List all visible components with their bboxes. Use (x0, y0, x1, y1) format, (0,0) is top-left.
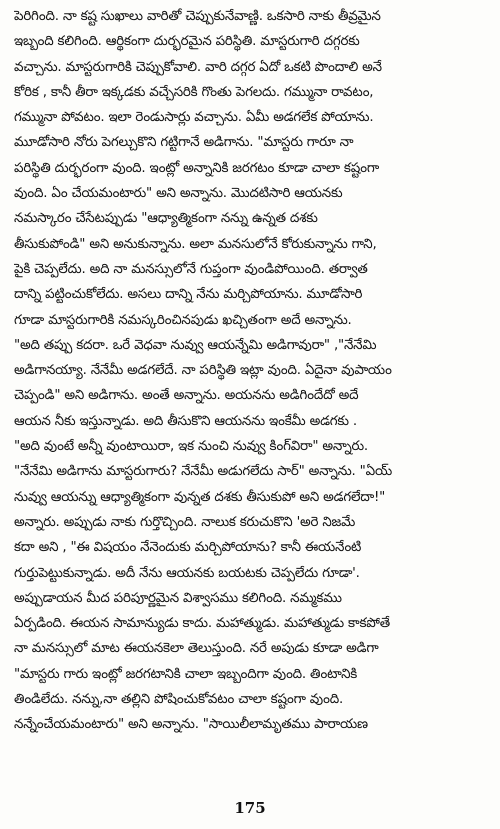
text-line: గుర్తుపెట్టుకున్నాడు. అదీ నేను ఆయనకు బయటకు చెప్పలేదు గూడా'. (14, 565, 360, 581)
text-line: అప్పుడాయన మీద పరిపూర్ణమైన విశ్వాసము కలిగింది. నమ్మకము (14, 590, 342, 606)
text-line: నా మనస్సులో మాట ఈయనకెలా తెలుస్తుంది. నరే అపుడు కూడా అడిగా (14, 641, 379, 657)
text-line: కోరిక , కానీ తీరా ఇక్కడకు వచ్చేసరికి గొంతు పెగలదు. గమ్మునా రావటం, (14, 84, 374, 100)
text-line: వుంది. ఏం చేయమంటారు" అని అన్నాను. మొదటిసారి ఆయనకు (14, 186, 343, 202)
text-line: ఏర్పడింది. ఈయన సామాన్యుడు కాదు. మహాత్ముడు. మహాత్ముడు కాకపోతే (14, 616, 390, 632)
page-number: 175 (234, 799, 266, 817)
text-line: అడిగానయ్యా. నేనేమీ అడగలేదే. నా పరిస్థితి ఇట్లా వుంది. ఏదైనా వుపాయం (14, 363, 392, 379)
text-line: అన్నారు. అప్పుడు నాకు గుర్తొచ్చింది. నాలుక కరుచుకొని 'అరె నిజమే (14, 514, 356, 530)
text-line: కదా అని , "ఈ విషయం నేనెందుకు మర్చిపోయాను? కానీ ఈయనేంటి (14, 540, 362, 556)
text-line: నమస్కారం చేసేటప్పుడు "ఆధ్యాత్మికంగా నన్ను ఉన్నత దశకు (14, 211, 318, 227)
text-line: "అది తప్పు కదరా. ఒరే వెధవా నువ్వు ఆయన్నేమి అడిగావురా" ,"నేనేమి (14, 337, 377, 353)
text-line: గూడా మాస్టరుగారికి నమస్కరించినపుడు ఖచ్చితంగా అదే అన్నాను. (14, 312, 352, 328)
text-line: చెప్పండి" అని అడిగాను. అంతే అన్నాను. అయనను అడిగిందేదో అదే (14, 388, 359, 404)
text-line: "అది వుంటే అన్నీ వుంటాయిరా, ఇక నుంచి నువ్వు కింగ్‌విరా" అన్నారు. (14, 439, 368, 455)
text-line: మూడోసారి నోరు పెగల్చుకొని గట్టిగానే అడిగాను. "మాస్టరు గారూ నా (14, 135, 354, 151)
text-line: పైకి చెప్పలేదు. అది నా మనస్సులోనే గుప్తంగా వుండిపోయింది. తర్వాత (14, 261, 368, 277)
text-line: పరిస్థితి దుర్భరంగా వుంది. ఇంట్లో అన్నానికి జరగటం కూడా చాలా కష్టంగా (14, 160, 379, 176)
text-line: ఆయన నీకు ఇస్తున్నాడు. అది తీసుకొని ఆయనను ఇంకేమీ అడగకు . (14, 413, 357, 429)
text-line: దాన్ని పట్టించుకోలేదు. అసలు దాన్ని నేను మర్చిపోయాను. మూడోసారి (14, 287, 363, 303)
text-line: నువ్వు ఆయన్ను ఆధ్యాత్మికంగా వున్నత దశకు తీసుకుపో అని అడగలేదా!" (14, 489, 386, 505)
text-line: తిండిలేదు. నన్ను,నా తల్లిని పోషించుకోవటం చాలా కష్టంగా వుంది. (14, 692, 344, 708)
text-line: గమ్మునా పోవటం. ఇలా రెండుసార్లు వచ్చాను. ఏమీ అడగలేక పోయాను. (14, 110, 374, 126)
text-line: వచ్చాను. మాస్టరుగారికి చెప్పుకోవాలి. వారి దగ్గర ఏదో ఒకటి పొందాలి అనే (14, 59, 382, 75)
text-line: "నేనేమి అడిగాను మాస్టరుగారు? నేనేమీ అడుగలేదు సార్" అన్నాను. "ఏయ్ (14, 464, 392, 480)
text-line: పెరిగింది. నా కష్ట సుఖాలు వారితో చెప్పుకునేవాణ్ణి. ఒకసారి నాకు తీవ్రమైన (14, 9, 381, 24)
body-text (14, 4, 490, 738)
text-line: "మాస్టరు గారు ఇంట్లో జరగటానికి చాలా ఇబ్బందిగా వుంది. తింటానికి (14, 666, 358, 682)
text-line: తీసుకుపోండి" అని అనుకున్నాను. అలా మనసులోనే కోరుకున్నాను గాని, (14, 236, 377, 252)
text-line: ఇబ్బంది కలిగింది. ఆర్థికంగా దుర్భరమైన పరిస్థితి. మాస్టరుగారి దగ్గరకు (14, 34, 360, 50)
text-line: నన్నేంచేయమంటారు" అని అన్నాను. "సాయిలీలామృతము పారాయణ (14, 717, 368, 733)
